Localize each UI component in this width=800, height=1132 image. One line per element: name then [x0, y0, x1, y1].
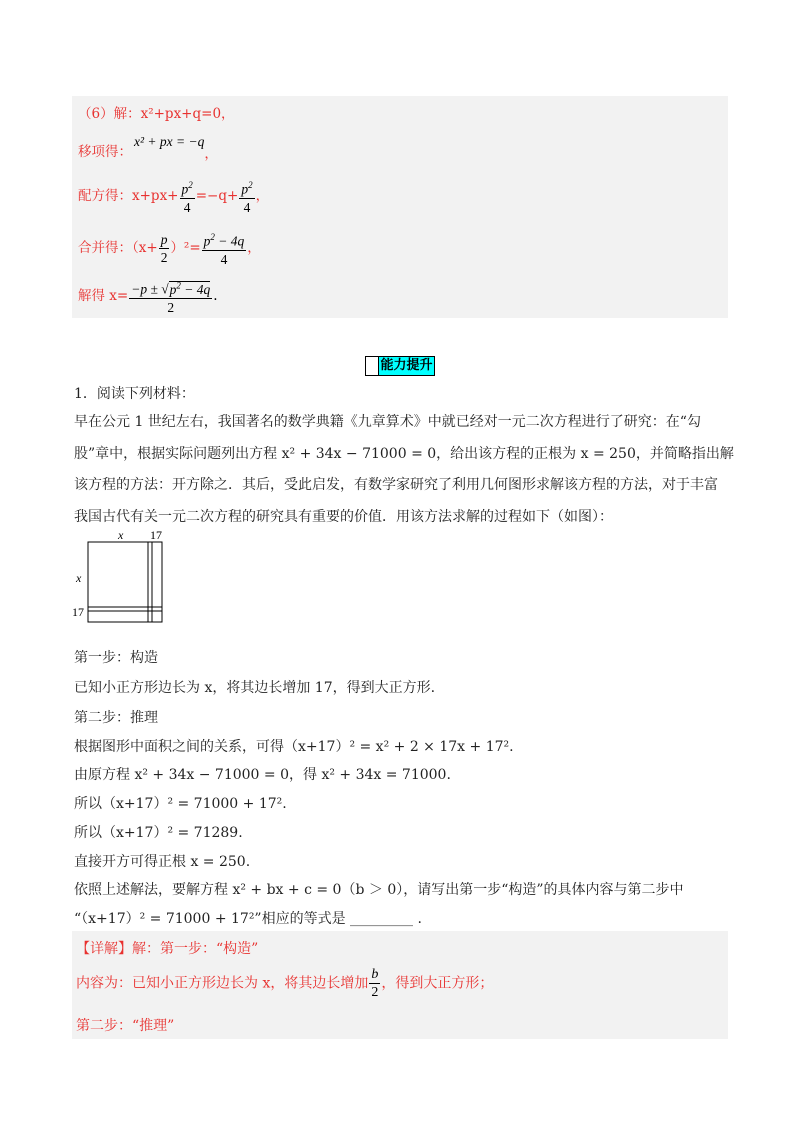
- detail-line2-part-b: ，得到大正方形；: [381, 975, 494, 992]
- line5-tail: .: [213, 287, 218, 304]
- question-number: 1．阅读下列材料：: [74, 386, 195, 402]
- label-17-left: 17: [72, 605, 84, 619]
- step2-line-1: 根据图形中面积之间的关系，可得（x+17）² = x² + 2 × 17x + 17².: [74, 739, 514, 755]
- detail-answer-box: [72, 931, 728, 1039]
- line3-tail: ，: [255, 187, 270, 204]
- label-17-top: 17: [150, 528, 162, 542]
- detail-line-1: 【详解】解：第一步：“构造”: [76, 941, 259, 957]
- fraction-p2-over-4: $\frac{p^2}{4}$: [181, 180, 193, 215]
- section-heading: [365, 356, 435, 376]
- label-x-top: x: [118, 528, 124, 542]
- line3-label: 配方得：: [78, 187, 132, 204]
- fraction-p2-over-4-right: $\frac{p^2}{4}$: [241, 180, 253, 215]
- step2-line-3: 所以（x+17）² = 71000 + 17².: [74, 796, 287, 812]
- line4-tail: ，: [247, 239, 261, 256]
- square-diagram: [68, 528, 178, 628]
- label-x-left: x: [76, 571, 82, 585]
- line1-prefix: （6）解：: [78, 106, 141, 122]
- line-5: [78, 278, 218, 315]
- line2-label: 移项得：: [78, 144, 132, 160]
- step2-line-2: 由原方程 x² + 34x − 71000 = 0，得 x² + 34x = 71000.: [74, 767, 451, 783]
- line-4: [78, 230, 261, 267]
- line2-equation: x² + px = −q: [134, 134, 205, 149]
- paragraph-line-3: 该方程的方法：开方除之．其后，受此启发，有数学家研究了利用几何图形求解该方程的方法，对于丰富: [74, 477, 718, 493]
- line4-part-a: （x+: [132, 239, 158, 256]
- heading-left-cell: [366, 357, 379, 375]
- line3-part-a: x+px+: [132, 187, 179, 204]
- paragraph-line-1: 早在公元 1 世纪左右，我国著名的数学典籍《九章算术》中就已经对一元二次方程进行了研究：在“勾: [74, 414, 701, 430]
- detail-line-2: [76, 967, 493, 1000]
- step2-line-5: 直接开方可得正根 x = 250.: [74, 854, 251, 870]
- quadratic-formula-fraction: $\frac{-p \pm √p^2 - 4q}{2}$: [131, 280, 211, 315]
- line-3: [78, 178, 269, 215]
- question-ask-line-1: 依照上述解法，要解方程 x² + bx + c = 0（b ＞ 0），请写出第一步“构造”的具体内容与第二步中: [74, 882, 684, 898]
- square-diagram-svg: [68, 528, 178, 628]
- paragraph-line-2: 股”章中，根据实际问题列出方程 x² + 34x − 71000 = 0，给出该方程的正根为 x = 250，并简略指出解: [74, 446, 734, 462]
- line5-label: 解得 x=: [78, 287, 129, 304]
- step1-title: 第一步：构造: [74, 650, 158, 666]
- line2-tail: ，: [204, 146, 218, 162]
- line4-label: 合并得：: [78, 239, 132, 256]
- solution-box-6: [72, 96, 728, 318]
- detail-line-3: 第二步：“推理”: [76, 1018, 175, 1034]
- line1-equation: x²+px+q=0，: [140, 106, 235, 122]
- big-square: [88, 542, 162, 622]
- step2-title: 第二步：推理: [74, 710, 158, 726]
- step1-body: 已知小正方形边长为 x，将其边长增加 17，得到大正方形.: [74, 680, 436, 696]
- paragraph-line-4: 我国古代有关一元二次方程的研究具有重要的价值．用该方法求解的过程如下（如图）：: [74, 509, 613, 525]
- line-1: [78, 102, 235, 122]
- fraction-p2-minus-4q-over-4: $\frac{p^2 - 4q}{4}$: [203, 232, 245, 267]
- line4-part-b: ）²=: [170, 239, 201, 256]
- line-2: [78, 130, 218, 162]
- step2-line-4: 所以（x+17）² = 71289.: [74, 825, 243, 841]
- heading-label: 能力提升: [380, 358, 433, 373]
- fraction-p-over-2: $\frac{p}{2}$: [160, 231, 168, 265]
- detail-line2-part-a: 内容为：已知小正方形边长为 x，将其边长增加: [76, 975, 369, 992]
- line3-part-b: =−q+: [195, 187, 239, 204]
- fraction-b-over-2: $\frac{b}{2}$: [371, 967, 379, 1000]
- question-ask-line-2: “（x+17）² = 71000 + 17²”相应的等式是 _________ .: [74, 911, 422, 927]
